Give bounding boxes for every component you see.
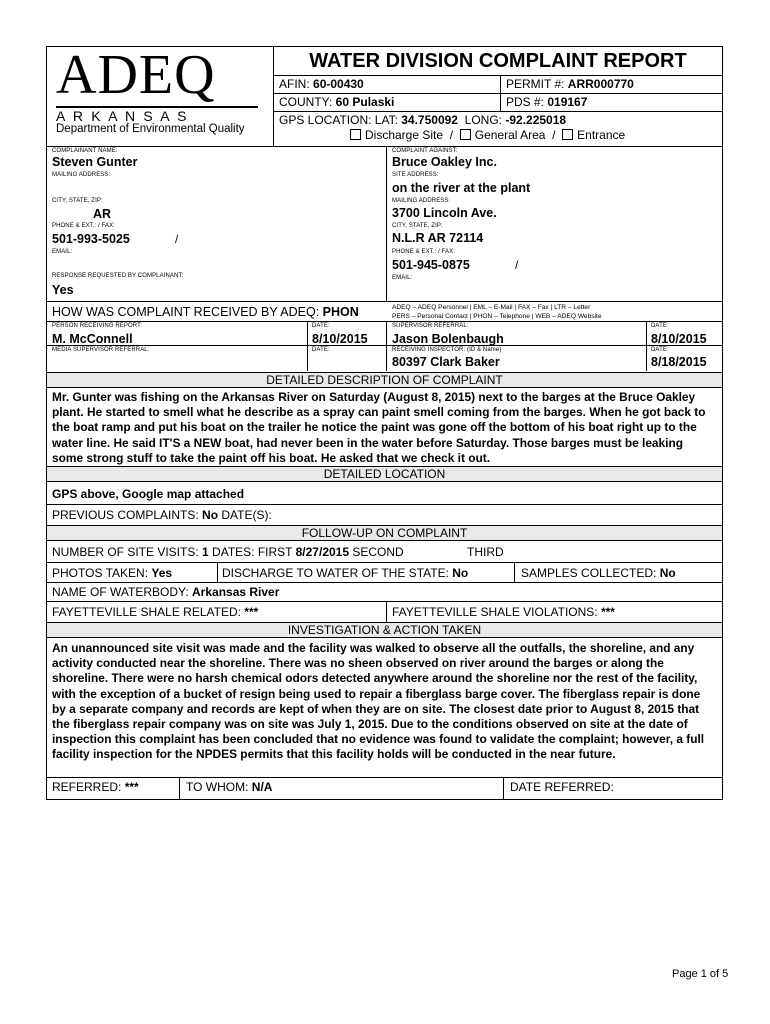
divider [273,75,723,76]
permit-label: PERMIT #: [506,77,568,91]
site-address: on the river at the plant [392,181,531,195]
lat-value: 34.750092 [401,113,458,127]
divider [273,111,723,112]
adeq-logo: ADEQ [56,44,216,106]
method-legend-2: PERS – Personal Contact | PHON – Telephone | WEB – ADEQ Website [392,313,602,320]
followup-header: FOLLOW-UP ON COMPLAINT [47,525,722,541]
response-requested: Yes [52,283,74,297]
county-label: COUNTY: [279,95,336,109]
against-mailing: 3700 Lincoln Ave. [392,206,497,220]
against-city-label: CITY, STATE, ZIP: [392,223,443,229]
receiver-label: PERSON RECEIVING REPORT: [52,323,142,329]
photos-field [52,566,172,580]
site-address-label: SITE ADDRESS: [392,172,439,178]
photos-label: PHOTOS TAKEN: [52,566,152,580]
entrance-label: Entrance [577,128,626,142]
discharge-site-checkbox[interactable] [350,129,361,140]
media-supervisor-label: MEDIA SUPERVISOR REFERRAL: [52,347,150,353]
media-date-label: DATE: [312,347,330,353]
response-requested-label: RESPONSE REQUESTED BY COMPLAINANT: [52,273,184,279]
discharge-field [222,566,468,580]
third-visit-label: THIRD [467,545,504,559]
divider [46,777,723,778]
shale-related-field [52,605,258,619]
supervisor-name: Jason Bolenbaugh [392,332,504,346]
divider [179,777,180,800]
previous-complaints-value: No [202,508,219,522]
divider [386,321,387,371]
divider [46,301,723,302]
description-text: Mr. Gunter was fishing on the Arkansas River on Saturday (August 8, 2015) next to the barges at the Bruce Oakley plant. He started to smell what he describe as a spray can paint smell coming from the barges. When he got back to the boat ramp and put his boat on the trailer he notice the paint was gone off the bottom of his boat right up to the water line. He said IT'S a NEW boat, had never been in the water before Saturday. Those barges must be leaking some strong stuff to take the paint off his boat. He asked that we check it out. [52,390,706,465]
slash: / [552,128,556,142]
divider [46,601,723,602]
divider [46,146,723,147]
site-visits-value: 1 [202,545,209,559]
referred-label: REFERRED: [52,780,125,794]
gps-field [279,113,566,127]
gps-label: GPS LOCATION: LAT: [279,113,402,127]
receiver-name: M. McConnell [52,332,133,346]
complainant-phone: 501-993-5025 [52,232,130,246]
receiver-date-label: DATE: [312,323,330,329]
investigation-header: INVESTIGATION & ACTION TAKEN [47,622,722,638]
complainant-name: Steven Gunter [52,155,138,169]
complaint-against-label: COMPLAINT AGAINST: [392,148,458,154]
county-field [279,95,394,109]
pds-label: PDS #: [506,95,548,109]
waterbody-field [52,585,279,599]
location-header: DETAILED LOCATION [47,466,722,482]
divider [514,562,515,582]
permit-field [506,77,634,91]
previous-dates-label: DATE(S): [218,508,272,522]
department-name: Department of Environmental Quality [56,123,245,135]
divider [46,582,723,583]
supervisor-label: SUPERVISOR REFERRAL: [392,323,469,329]
how-received-field [52,305,359,319]
location-text: GPS above, Google map attached [52,487,245,501]
previous-complaints-field [52,508,272,522]
afin-label: AFIN: [279,77,314,91]
shale-violations-label: FAYETTEVILLE SHALE VIOLATIONS: [392,605,601,619]
divider [217,562,218,582]
samples-value: No [659,566,676,580]
long-label: LONG: [464,113,506,127]
phone-fax-separator: / [175,232,179,246]
how-received-value: PHON [322,305,359,319]
discharge-site-label: Discharge Site [365,128,444,142]
shale-related-label: FAYETTEVILLE SHALE RELATED: [52,605,245,619]
page-number: Page 1 of 5 [672,968,729,980]
to-whom-label: TO WHOM: [186,780,252,794]
complaint-against-name: Bruce Oakley Inc. [392,155,497,169]
complainant-email-label: EMAIL: [52,249,73,255]
against-email-label: EMAIL: [392,275,413,281]
complainant-city: AR [93,207,112,221]
waterbody-label: NAME OF WATERBODY: [52,585,193,599]
shale-violations-field [392,605,615,619]
complainant-mailing-label: MAILING ADDRESS: [52,172,111,178]
inspector-date: 8/18/2015 [651,355,707,369]
second-visit-label: SECOND [349,545,404,559]
afin-value: 60-00430 [313,77,364,91]
inspector-label: RECEIVING INSPECTOR: (ID & Name) [392,347,502,353]
description-header: DETAILED DESCRIPTION OF COMPLAINT [47,372,722,388]
divider [46,345,723,346]
pds-value: 019167 [547,95,588,109]
against-phone-label: PHONE & EXT.: / FAX: [392,249,456,255]
receiver-date: 8/10/2015 [312,332,368,346]
samples-field [521,566,676,580]
divider [46,504,723,505]
samples-label: SAMPLES COLLECTED: [521,566,660,580]
entrance-checkbox[interactable] [562,129,573,140]
discharge-label: DISCHARGE TO WATER OF THE STATE: [222,566,453,580]
referred-value: *** [124,780,139,794]
divider [646,321,647,371]
how-received-label: HOW WAS COMPLAINT RECEIVED BY ADEQ: [52,305,323,319]
general-area-label: General Area [474,128,546,142]
inspector-date-label: DATE: [651,347,669,353]
investigation-text: An unannounced site visit was made and the facility was walked to observe all the outfalls, the shoreline, and any activity conducted near the shoreline. There was no sheen observed on river around the barges or along the shoreline. There were no harsh chemical odors detected anywhere around the shoreline nor the rest of the facility, with the exception of a bucket of resign being used to repair a fiberglass barge cover. The fiberglass repair is done by a separate company and records are kept of when they are on site. The closest date prior to August 8, 2015 that the fiberglass repair company was on site was July 1, 2015. Due to the conditions observed on site at the date of inspection this complaint has been concluded that no evidence was found to validate the complaint; however, a full facility inspection for the NPDES permits that this facility holds will be conducted in the near future. [52,641,705,762]
divider [46,562,723,563]
afin-field [279,77,364,91]
photos-value: Yes [151,566,173,580]
slash: / [449,128,454,142]
permit-value: ARR000770 [567,77,634,91]
pds-field [506,95,587,109]
general-area-checkbox[interactable] [460,129,471,140]
first-visit-date: 8/27/2015 [295,545,350,559]
previous-complaints-label: PREVIOUS COMPLAINTS: [52,508,203,522]
complainant-phone-label: PHONE & EXT.: / FAX: [52,223,116,229]
against-mailing-label: MAILING ADDRESS: [392,198,451,204]
date-referred-label: DATE REFERRED: [510,780,614,794]
discharge-value: No [452,566,469,580]
inspector-name: 80397 Clark Baker [392,355,500,369]
site-type-options [350,128,625,142]
site-visits-field [52,545,404,559]
to-whom-value: N/A [251,780,273,794]
phone-fax-separator: / [515,258,519,272]
divider [503,777,504,800]
state-name: A R K A N S A S [56,108,189,124]
visit-dates-label: DATES: FIRST [208,545,296,559]
site-visits-label: NUMBER OF SITE VISITS: [52,545,203,559]
divider [386,146,387,301]
complainant-city-label: CITY, STATE, ZIP: [52,198,103,204]
county-value: 60 Pulaski [335,95,395,109]
waterbody-value: Arkansas River [192,585,280,599]
divider [46,321,723,322]
divider [307,321,308,371]
to-whom-field [186,780,272,794]
long-value: -92.225018 [505,113,567,127]
method-legend-1: ADEQ – ADEQ Personnel | EML – E-Mail | FAX – Fax | LTR – Letter [392,304,591,311]
divider [273,93,723,94]
complainant-name-label: COMPLAINANT NAME: [52,148,118,154]
against-phone: 501-945-0875 [392,258,470,272]
supervisor-date-label: DATE: [651,323,669,329]
referred-field [52,780,139,794]
shale-violations-value: *** [600,605,615,619]
shale-related-value: *** [244,605,259,619]
supervisor-date: 8/10/2015 [651,332,707,346]
report-title: WATER DIVISION COMPLAINT REPORT [309,50,687,72]
against-city: N.L.R AR 72114 [392,231,484,245]
divider [386,601,387,622]
